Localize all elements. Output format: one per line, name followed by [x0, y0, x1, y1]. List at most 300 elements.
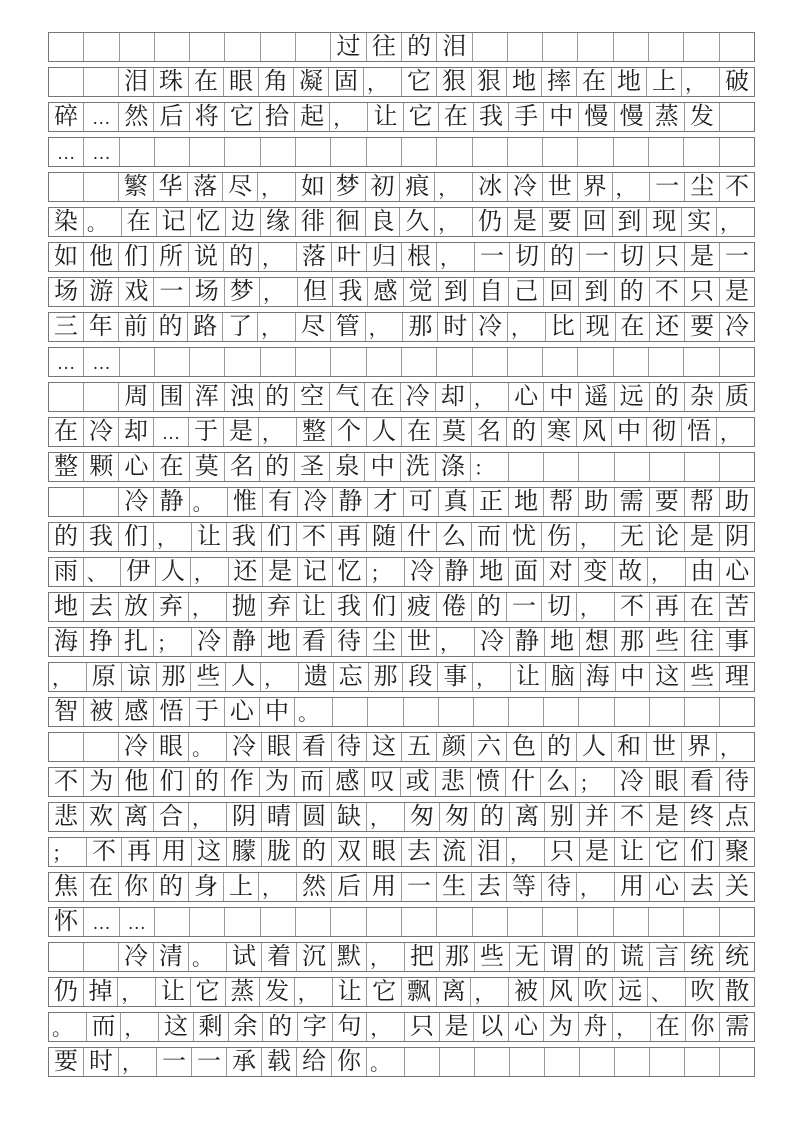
character-cell	[49, 33, 84, 61]
character-cell: ，	[471, 978, 509, 1006]
character-cell	[650, 453, 685, 481]
character-cell: 风	[577, 418, 612, 446]
character-cell: 再	[122, 838, 157, 866]
character-cell: 原	[87, 663, 122, 691]
character-cell	[84, 943, 119, 971]
composition-grid	[48, 32, 755, 1082]
character-cell: 无	[615, 523, 650, 551]
character-cell: 的	[49, 523, 84, 551]
character-cell: ，	[473, 663, 511, 691]
character-cell: 试	[227, 943, 262, 971]
character-cell: 让	[511, 663, 546, 691]
character-cell	[578, 33, 613, 61]
character-cell: 不	[615, 593, 650, 621]
character-cell: 对	[544, 558, 579, 586]
character-cell: 朦	[227, 838, 262, 866]
character-cell: ，	[118, 978, 156, 1006]
character-cell	[685, 453, 720, 481]
character-cell	[402, 908, 437, 936]
character-cell: 场	[190, 278, 225, 306]
manuscript-row	[48, 522, 755, 552]
character-cell: 这	[367, 733, 402, 761]
character-cell	[508, 908, 543, 936]
character-cell: 合	[154, 803, 189, 831]
character-cell: 三	[49, 313, 84, 341]
character-cell: 现	[581, 313, 616, 341]
character-cell: 而	[295, 768, 330, 796]
title-row	[48, 32, 755, 62]
character-cell: 把	[405, 943, 440, 971]
character-cell: 无	[510, 943, 545, 971]
character-cell: 这	[159, 1013, 194, 1041]
character-cell: ，	[471, 383, 509, 411]
character-cell: 冷	[615, 768, 650, 796]
character-cell: ，	[437, 628, 475, 656]
character-cell: 挣	[84, 628, 119, 656]
character-cell	[473, 138, 508, 166]
manuscript-row	[48, 1047, 755, 1077]
character-cell: 、	[84, 558, 122, 586]
character-cell: 智	[49, 698, 84, 726]
character-cell: 忧	[507, 523, 542, 551]
character-cell: 的	[263, 1013, 298, 1041]
character-cell: 颗	[84, 453, 119, 481]
character-cell: 管	[331, 313, 366, 341]
character-cell	[578, 138, 613, 166]
character-cell: 。	[84, 208, 122, 236]
character-cell: ，	[364, 68, 402, 96]
character-cell: 的	[472, 593, 507, 621]
character-cell	[49, 68, 84, 96]
character-cell	[404, 698, 439, 726]
character-cell: 冷	[119, 733, 154, 761]
character-cell: 叹	[365, 768, 400, 796]
character-cell: 或	[401, 768, 436, 796]
character-cell: 到	[579, 278, 614, 306]
character-cell	[578, 348, 613, 376]
character-cell	[614, 138, 649, 166]
character-cell: 到	[613, 208, 648, 236]
character-cell: 的	[224, 243, 259, 271]
character-cell: 往	[685, 628, 720, 656]
character-cell: ，	[648, 558, 686, 586]
character-cell	[261, 138, 296, 166]
character-cell: 人	[226, 663, 261, 691]
character-cell: 要	[685, 313, 720, 341]
character-cell	[405, 1048, 440, 1076]
character-cell	[402, 138, 437, 166]
character-cell: 中	[616, 663, 651, 691]
manuscript-row	[48, 942, 755, 972]
character-cell: 拾	[260, 103, 295, 131]
character-cell: 么	[437, 523, 472, 551]
character-cell: 良	[366, 208, 401, 236]
character-cell: 在	[189, 68, 224, 96]
character-cell: 人	[156, 558, 191, 586]
character-cell: 中	[544, 383, 579, 411]
character-cell: ，	[49, 663, 87, 691]
character-cell: 蒸	[226, 978, 261, 1006]
character-cell: ，	[367, 1013, 405, 1041]
character-cell: 己	[509, 278, 544, 306]
character-cell: 的	[297, 838, 332, 866]
character-cell: 后	[332, 873, 367, 901]
character-cell: 需	[615, 488, 650, 516]
character-cell: 冷	[724, 314, 749, 340]
character-cell: 等	[507, 873, 542, 901]
character-cell: 默	[332, 943, 367, 971]
character-cell	[331, 908, 366, 936]
character-cell	[190, 33, 225, 61]
character-cell: 染	[49, 208, 84, 236]
character-cell: 尘	[685, 173, 720, 201]
character-cell	[544, 698, 579, 726]
character-cell: ，	[330, 103, 368, 131]
character-cell: 扎	[119, 628, 154, 656]
character-cell: 谎	[615, 943, 650, 971]
character-cell: 伊	[121, 558, 156, 586]
character-cell: 忆	[333, 558, 368, 586]
character-cell	[333, 698, 368, 726]
character-cell: 心	[509, 1013, 544, 1041]
character-cell: 放	[119, 593, 154, 621]
character-cell: ，	[189, 803, 227, 831]
character-cell: 我	[474, 103, 509, 131]
character-cell: ，	[720, 423, 740, 445]
character-cell: 待	[332, 733, 367, 761]
character-cell: ，	[154, 523, 192, 551]
manuscript-row	[48, 382, 755, 412]
character-cell: 看	[685, 768, 720, 796]
manuscript-row	[48, 137, 755, 167]
character-cell: 心	[650, 873, 685, 901]
character-cell: 谅	[122, 663, 157, 691]
character-cell: 狠	[437, 68, 472, 96]
character-cell: 尘	[367, 628, 402, 656]
character-cell: 他	[119, 768, 154, 796]
character-cell	[296, 348, 331, 376]
character-cell: 是	[580, 838, 615, 866]
character-cell: 载	[262, 1048, 297, 1076]
character-cell: 关	[725, 874, 749, 900]
character-cell: 杂	[685, 383, 720, 411]
character-cell: 一	[402, 873, 437, 901]
character-cell	[367, 908, 402, 936]
character-cell: 们	[119, 523, 154, 551]
character-cell	[437, 138, 472, 166]
character-cell: 游	[84, 278, 119, 306]
character-cell	[579, 698, 614, 726]
character-cell	[261, 33, 296, 61]
character-cell: 华	[154, 173, 189, 201]
character-cell: 眼	[367, 838, 402, 866]
character-cell: 蒸	[650, 103, 685, 131]
character-cell	[296, 33, 331, 61]
character-cell: 固	[329, 68, 364, 96]
character-cell: 再	[332, 523, 367, 551]
character-cell: …	[84, 138, 119, 166]
character-cell: ，	[261, 663, 299, 691]
character-cell: 上	[647, 68, 682, 96]
character-cell: ，	[435, 173, 473, 201]
character-cell: 静	[227, 628, 262, 656]
character-cell: ，	[367, 803, 405, 831]
character-cell: 冷	[84, 418, 119, 446]
character-cell: 匆	[440, 803, 475, 831]
character-cell: 路	[188, 313, 223, 341]
character-cell: 。	[189, 733, 227, 761]
character-cell	[685, 698, 720, 726]
character-cell: 的	[260, 383, 295, 411]
character-cell: 些	[475, 943, 510, 971]
character-cell: 在	[651, 1013, 686, 1041]
character-cell: 年	[84, 313, 119, 341]
character-cell	[720, 33, 754, 61]
character-cell: 往	[367, 33, 402, 61]
character-cell: 谓	[545, 943, 580, 971]
character-cell: 一	[507, 593, 542, 621]
character-cell: 要	[650, 488, 685, 516]
character-cell: 碎	[49, 103, 84, 131]
character-cell: 离	[510, 803, 545, 831]
character-cell: 。	[367, 1048, 405, 1076]
character-cell: 生	[437, 873, 472, 901]
character-cell: 繁	[119, 173, 154, 201]
character-cell: 。	[295, 698, 333, 726]
character-cell: 去	[685, 873, 720, 901]
character-cell: 世	[647, 733, 682, 761]
character-cell: 流	[437, 838, 472, 866]
character-cell	[720, 1048, 754, 1076]
character-cell: 承	[227, 1048, 262, 1076]
character-cell: 然	[119, 103, 154, 131]
character-cell: ；	[367, 558, 405, 586]
character-cell	[402, 348, 437, 376]
manuscript-row	[48, 172, 755, 202]
character-cell: 洗	[401, 453, 436, 481]
character-cell: 不	[49, 768, 84, 796]
character-cell: 冰	[473, 173, 508, 201]
character-cell: 些	[685, 663, 720, 691]
manuscript-row	[48, 347, 755, 377]
character-cell: 飘	[402, 978, 437, 1006]
character-cell: 这	[650, 663, 685, 691]
character-cell: ，	[258, 173, 296, 201]
character-cell: 泪	[119, 68, 154, 96]
character-cell	[474, 698, 509, 726]
character-cell: 忆	[191, 208, 226, 236]
character-cell: 在	[49, 418, 84, 446]
character-cell: 们	[154, 768, 189, 796]
character-cell: 剩	[194, 1013, 229, 1041]
character-cell: 不	[87, 838, 122, 866]
character-cell: 缺	[332, 803, 367, 831]
character-cell	[120, 348, 155, 376]
character-cell: 抛	[227, 593, 262, 621]
character-cell: 让	[156, 978, 191, 1006]
character-cell: 比	[546, 313, 581, 341]
character-cell: 风	[544, 978, 579, 1006]
character-cell: 晴	[262, 803, 297, 831]
character-cell: 舟	[579, 1013, 614, 1041]
character-cell: 感	[368, 278, 403, 306]
manuscript-row	[48, 697, 755, 727]
character-cell: 我	[227, 523, 262, 551]
character-cell: 一	[192, 1048, 227, 1076]
character-cell	[543, 908, 578, 936]
character-cell: ，	[259, 243, 297, 271]
character-cell	[261, 348, 296, 376]
character-cell: 离	[119, 803, 154, 831]
character-cell: 冷	[192, 628, 227, 656]
character-cell: 尽	[296, 313, 331, 341]
character-cell: 你	[686, 1013, 721, 1041]
character-cell	[685, 1048, 720, 1076]
character-cell: 苦	[725, 594, 749, 620]
character-cell: 却	[119, 418, 154, 446]
manuscript-row	[48, 452, 755, 482]
character-cell	[84, 33, 119, 61]
character-cell: 的	[260, 453, 295, 481]
character-cell: 吹	[686, 978, 721, 1006]
character-cell: 静	[154, 488, 189, 516]
character-cell: 待	[542, 873, 577, 901]
character-cell: 匆	[405, 803, 440, 831]
character-cell: 冷	[473, 313, 508, 341]
character-cell: 静	[510, 628, 545, 656]
character-cell: 到	[439, 278, 474, 306]
character-cell: 徘	[296, 208, 331, 236]
character-cell	[720, 698, 754, 726]
character-cell: 远	[615, 383, 650, 411]
character-cell	[615, 453, 650, 481]
character-cell: 终	[685, 803, 720, 831]
character-cell: 一	[580, 243, 615, 271]
character-cell	[440, 1048, 475, 1076]
character-cell: 论	[650, 523, 685, 551]
character-cell	[473, 348, 508, 376]
character-cell: ，	[119, 1048, 157, 1076]
character-cell: 五	[402, 733, 437, 761]
manuscript-row	[48, 102, 755, 132]
manuscript-row	[48, 417, 755, 447]
character-cell: 狠	[472, 68, 507, 96]
character-cell	[543, 33, 578, 61]
character-cell: 世	[543, 173, 578, 201]
character-cell: 雨	[49, 558, 84, 586]
character-cell	[296, 138, 331, 166]
character-cell	[510, 1048, 545, 1076]
manuscript-row	[48, 207, 755, 237]
character-cell: 自	[474, 278, 509, 306]
character-cell: 着	[262, 943, 297, 971]
character-cell: 时	[84, 1048, 119, 1076]
character-cell: 冷	[119, 943, 154, 971]
character-cell: 段	[403, 663, 438, 691]
character-cell: 由	[686, 558, 721, 586]
character-cell: 地	[507, 68, 542, 96]
manuscript-row	[48, 312, 755, 342]
character-cell: 统	[685, 943, 720, 971]
character-cell: 是	[224, 418, 259, 446]
manuscript-row	[48, 837, 755, 867]
character-cell: 在	[439, 103, 474, 131]
character-cell	[614, 908, 649, 936]
character-cell: 让	[297, 593, 332, 621]
character-cell: 那	[440, 943, 475, 971]
character-cell: 摔	[542, 68, 577, 96]
character-cell: 掉	[84, 978, 119, 1006]
character-cell: 地	[49, 593, 84, 621]
character-cell: 过	[331, 33, 366, 61]
character-cell: 叶	[332, 243, 367, 271]
character-cell: 中	[544, 103, 579, 131]
character-cell: 然	[297, 873, 332, 901]
character-cell	[437, 348, 472, 376]
character-cell: 胧	[262, 838, 297, 866]
manuscript-row	[48, 662, 755, 692]
character-cell: 清	[154, 943, 189, 971]
character-cell: 中	[365, 453, 400, 481]
character-cell: 事	[438, 663, 473, 691]
character-cell: 界	[578, 173, 613, 201]
character-cell: 那	[615, 628, 650, 656]
character-cell: 只	[685, 278, 720, 306]
character-cell	[508, 348, 543, 376]
manuscript-row	[48, 1012, 755, 1042]
character-cell: 去	[402, 838, 437, 866]
character-cell: 梦	[225, 278, 260, 306]
character-cell: 世	[402, 628, 437, 656]
character-cell: 的	[154, 313, 189, 341]
character-cell: 莫	[190, 453, 225, 481]
character-cell	[684, 33, 719, 61]
character-cell	[614, 348, 649, 376]
character-cell: 的	[190, 768, 225, 796]
character-cell	[580, 1048, 615, 1076]
character-cell: 为	[84, 768, 119, 796]
character-cell	[650, 698, 685, 726]
character-cell: 遥	[579, 383, 614, 411]
character-cell: 的	[154, 873, 189, 901]
character-cell: 还	[650, 313, 685, 341]
character-cell	[475, 1048, 510, 1076]
character-cell: 落	[297, 243, 332, 271]
character-cell	[225, 138, 260, 166]
character-cell: 是	[685, 523, 720, 551]
character-cell: 久	[400, 208, 435, 236]
character-cell	[437, 908, 472, 936]
character-cell: 海	[581, 663, 616, 691]
character-cell: 么	[541, 768, 576, 796]
manuscript-row	[48, 767, 755, 797]
character-cell	[543, 348, 578, 376]
character-cell: 不	[297, 523, 332, 551]
character-cell: 有	[263, 488, 298, 516]
character-cell: 仍	[49, 978, 84, 1006]
character-cell: 彻	[647, 418, 682, 446]
character-cell: 可	[404, 488, 439, 516]
character-cell: 泪	[437, 33, 472, 61]
character-cell	[649, 138, 684, 166]
character-cell: 地	[612, 68, 647, 96]
character-cell: 要	[49, 1048, 84, 1076]
character-cell: 它	[225, 103, 260, 131]
character-cell: 是	[725, 279, 750, 305]
character-cell: 缘	[261, 208, 296, 236]
character-cell: 记	[298, 558, 333, 586]
character-cell: 的	[507, 418, 542, 446]
